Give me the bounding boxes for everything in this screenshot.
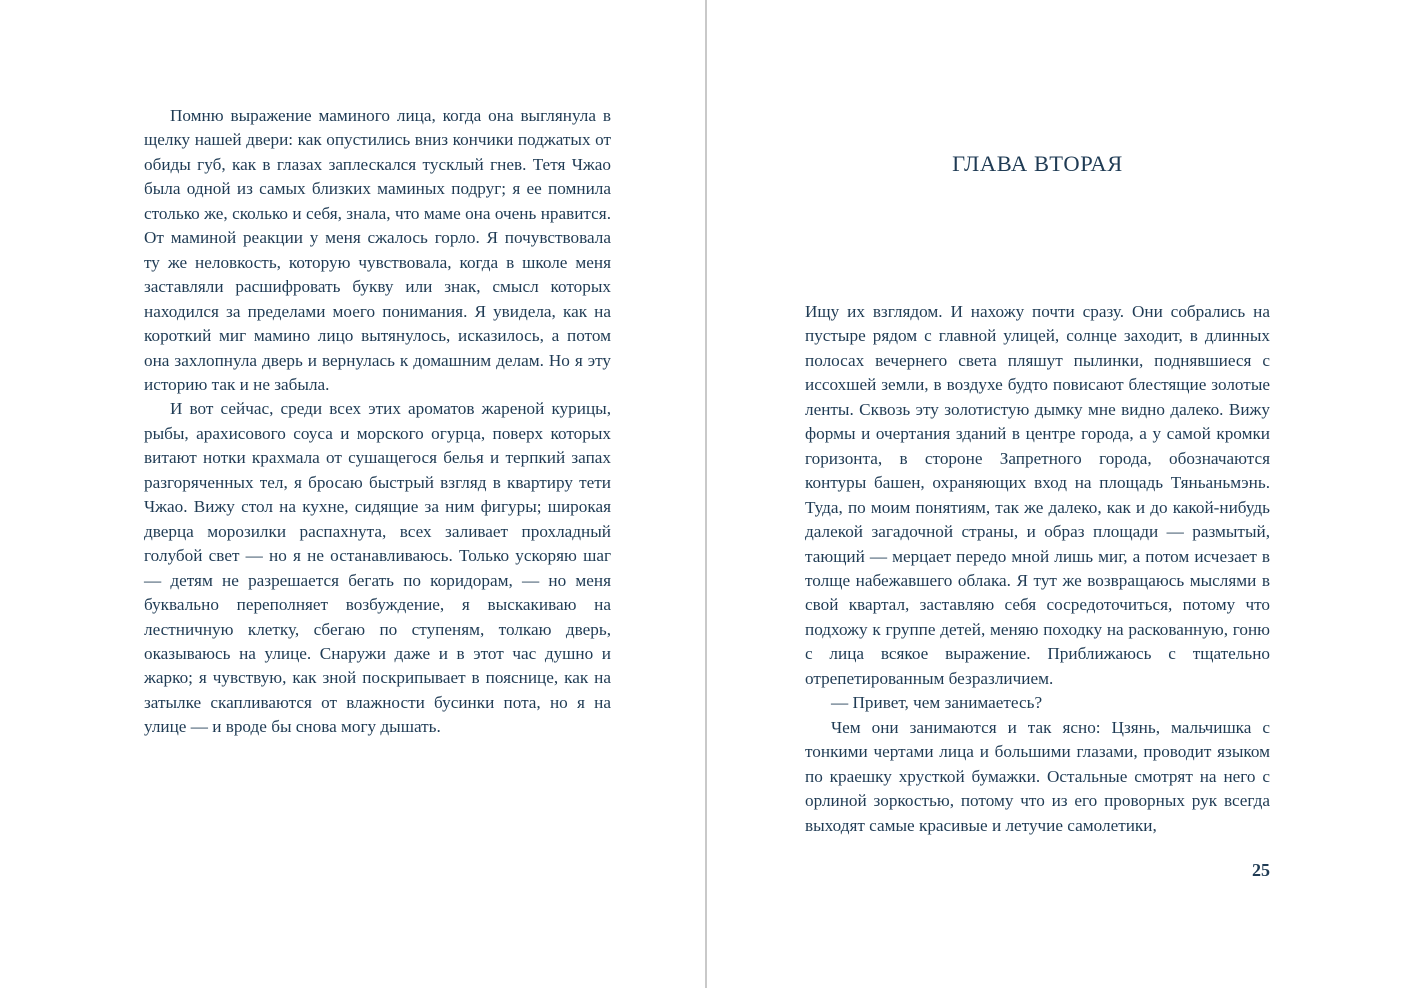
right-page-body — [805, 300, 1270, 838]
left-page-body — [144, 104, 611, 740]
paragraph: И вот сейчас, среди всех этих ароматов жареной курицы, рыбы, арахисового соуса и морского огурца, поверх которых витают нотки крахмала от сушащегося белья и терпкий запах разгоряченных тел, я бросаю быстрый взгляд в квартиру тети Чжао. Вижу стол на кухне, сидящие за ним фигуры; широкая дверца морозилки распахнута, всех заливает прохладный голубой свет — но я не останавливаюсь. Только ускоряю шаг — детям не разрешается бегать по коридорам, — но меня буквально переполняет возбуждение, я выскакиваю на лестничную клетку, сбегаю по ступеням, толкаю дверь, оказываюсь на улице. Снаружи даже и в этот час душно и жарко; я чувствую, как зной поскрипывает в пояснице, как на затылке скапливаются от влажности бусинки пота, но я на улице — и вроде бы снова могу дышать. — [144, 399, 611, 737]
page-number: 25 — [1252, 860, 1270, 880]
paragraph: Ищу их взглядом. И нахожу почти сразу. Они собрались на пустыре рядом с главной улицей, солнце заходит, в длинных полосах вечернего света пляшут пылинки, поднявшиеся с иссохшей земли, в воздухе будто повисают блестящие золотые ленты. Сквозь эту золотистую дымку мне видно далеко. Вижу формы и очертания зданий в центре города, а у самой кромки горизонта, в стороне Запретного города, обозначаются контуры башен, охраняющих вход на площадь Тяньаньмэнь. Туда, по моим понятиям, так же далеко, как и до какой-нибудь далекой загадочной страны, и образ площади — размытый, тающий — мерцает передо мной лишь миг, а потом исчезает в толще набежавшего облака. Я тут же возвращаюсь мыслями в свой квартал, заставляю себя сосредоточиться, потому что подхожу к группе детей, меняю походку на раскованную, гоню с лица всякое выражение. Приближаюсь с тщательно отрепетированным безразличием. — [805, 302, 1270, 688]
paragraph: — Привет, чем занимаетесь? — [831, 693, 1043, 713]
paragraph: Чем они занимаются и так ясно: Цзянь, мальчишка с тонкими чертами лица и большими глазами, проводит языком по краешку хрусткой бумажки. Остальные смотрят на него с орлиной зоркостью, потому что из его проворных рук всегда выходят самые красивые и летучие самолетики, — [805, 717, 1270, 835]
right-page — [707, 0, 1410, 988]
chapter-title: ГЛАВА ВТОРАЯ — [952, 151, 1123, 176]
paragraph: Помню выражение маминого лица, когда она выглянула в щелку нашей двери: как опустились вниз кончики поджатых от обиды губ, как в глазах заплескался тусклый гнев. Тетя Чжао была одной из самых близких маминых подруг; я ее помнила столько же, сколько и себя, знала, что маме она очень нравится. От маминой реакции у меня сжалось горло. Я почувствовала ту же неловкость, которую чувствовала, когда в школе меня заставляли расшифровать букву или знак, смысл которых находился за пределами моего понимания. Я увидела, как на короткий миг мамино лицо вытянулось, исказилось, а потом она захлопнула дверь и вернулась к домашним делам. Но я эту историю так и не забыла. — [144, 106, 611, 394]
